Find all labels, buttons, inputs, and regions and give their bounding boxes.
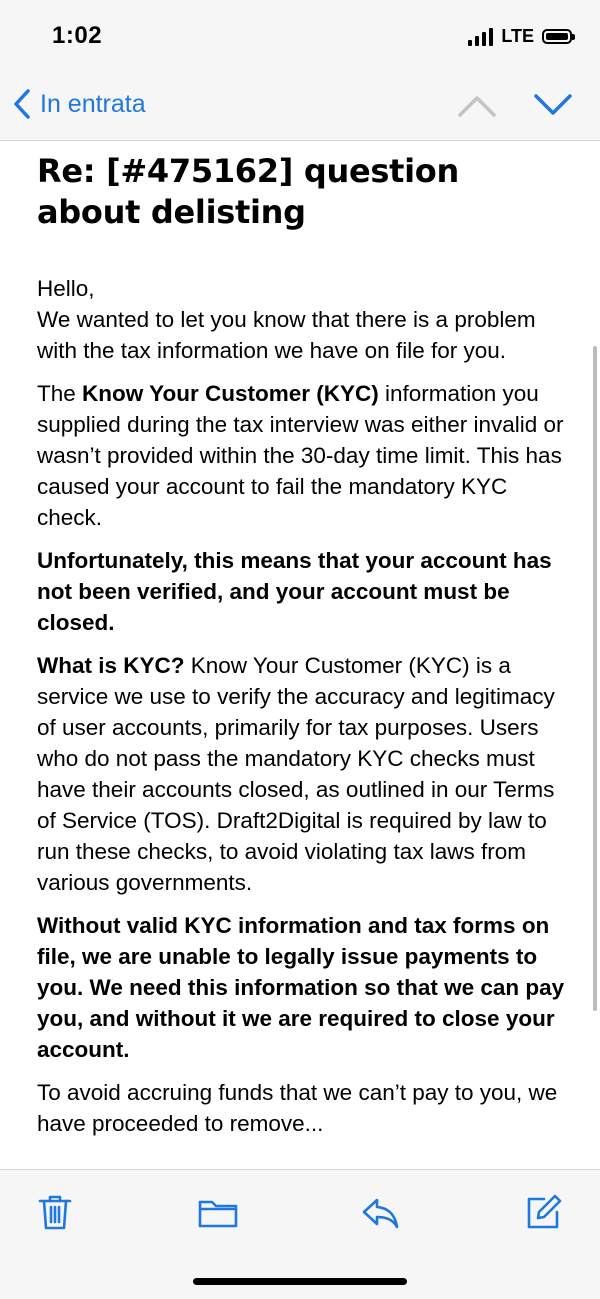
trash-icon[interactable]: [35, 1192, 75, 1232]
chevron-up-icon[interactable]: [456, 90, 498, 120]
folder-icon[interactable]: [197, 1192, 239, 1232]
paragraph-3: [37, 545, 565, 638]
email-greeting: Hello,: [37, 276, 95, 301]
back-button[interactable]: [12, 88, 146, 120]
paragraph-4-bold: What is KYC?: [37, 653, 185, 678]
paragraph-4: [37, 650, 565, 898]
paragraph-4-rest: Know Your Customer (KYC) is a service we use to verify the accuracy and legitimacy of user accounts, primarily for tax purposes. Users who do not pass the mandatory KYC checks must have their accounts closed, as outlined in our Terms of Service (TOS). Draft2Digital is required by law to run these checks, to avoid violating tax laws from various governments.: [37, 653, 555, 895]
email-body: [37, 273, 565, 1151]
compose-icon[interactable]: [524, 1192, 564, 1232]
paragraph-2-bold: Know Your Customer (KYC): [82, 381, 379, 406]
status-indicators: [468, 26, 572, 47]
status-time: 1:02: [52, 22, 103, 49]
toolbar: [0, 1169, 600, 1299]
scrollbar[interactable]: [593, 346, 597, 1011]
paragraph-2: [37, 378, 565, 533]
paragraph-5: [37, 910, 565, 1065]
reply-icon[interactable]: [360, 1192, 400, 1232]
chevron-left-icon: [12, 88, 32, 120]
paragraph-2-prefix: The: [37, 381, 83, 406]
paragraph-1: We wanted to let you know that there is a problem with the tax information we have on file for you.: [37, 307, 536, 363]
paragraph-2-rest: information you supplied during the tax interview was either invalid or wasn’t provided within the 30-day time limit. This has caused your account to fail the mandatory KYC check.: [37, 381, 564, 530]
paragraph-5-bold: Without valid KYC information and tax forms on file, we are unable to legally issue payments to you. We need this information so that we can pay you, and without it we are required to close your account.: [37, 913, 565, 1062]
battery-icon: [542, 29, 572, 44]
signal-icon: [468, 28, 493, 46]
email-content[interactable]: [0, 141, 600, 1169]
nav-bar: [0, 72, 600, 141]
back-label: In entrata: [40, 89, 146, 118]
email-subject: Re: [#475162] question about delisting: [37, 152, 459, 231]
status-bar: [0, 0, 600, 72]
paragraph-6: To avoid accruing funds that we can’t pay to you, we have proceeded to remove...: [37, 1080, 558, 1136]
home-indicator[interactable]: [193, 1278, 407, 1285]
network-label: LTE: [501, 26, 534, 46]
paragraph-3-bold: Unfortunately, this means that your account has not been verified, and your account must be closed.: [37, 548, 552, 635]
chevron-down-icon[interactable]: [532, 90, 574, 120]
